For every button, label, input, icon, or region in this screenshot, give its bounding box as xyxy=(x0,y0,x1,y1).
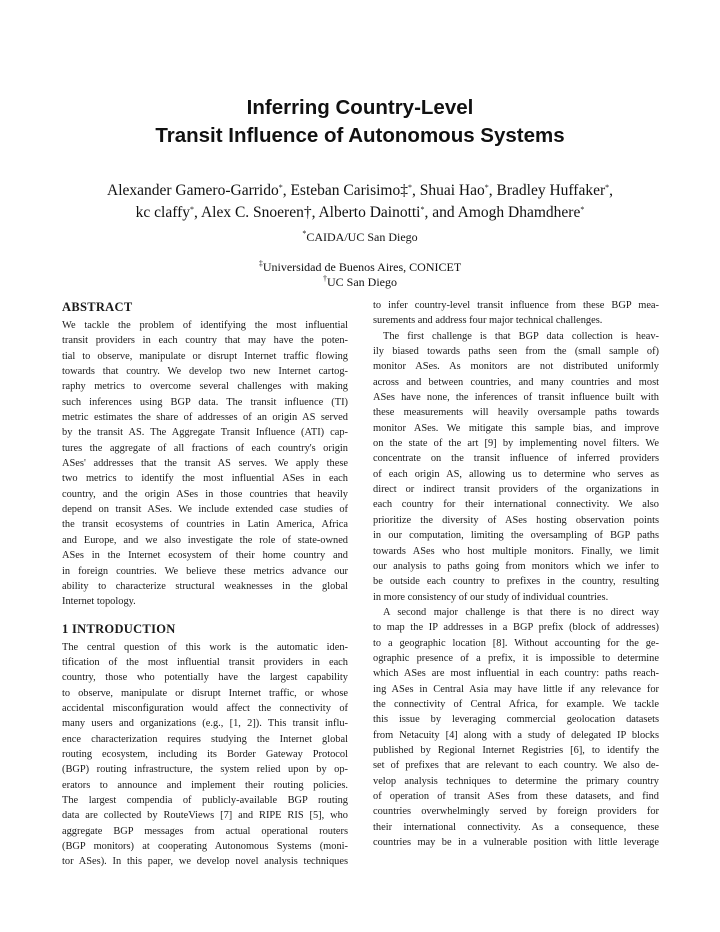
affiliation-mark: ‡ xyxy=(258,259,263,268)
author-name: , Shuai Hao xyxy=(412,182,485,199)
text-line: on the state of the art [9] by implementing novel filters. We xyxy=(373,438,659,450)
affiliation-mark: * xyxy=(302,229,307,238)
paper-title xyxy=(60,94,660,150)
left-column xyxy=(62,298,348,870)
text-line: tification of the most influential transit providers in each xyxy=(62,656,348,668)
text-line: in foreign countries. We believe these metrics advance our xyxy=(62,565,348,577)
text-line: (BGP) routing infrastructure, the system relied upon by op- xyxy=(62,764,348,776)
title-line-1: Inferring Country-Level xyxy=(246,96,474,119)
author-name: kc claffy xyxy=(135,204,191,221)
text-line: erators to announce and implement their routing policies. xyxy=(62,779,348,791)
text-line: routing ecosystem, including its Border Gateway Protocol xyxy=(62,748,348,760)
text-line: towards that country. We develop two new Internet cartog- xyxy=(62,366,348,378)
text-line: our analysis to paths going from monitors which we infer to xyxy=(373,560,659,572)
affiliation-mark: * xyxy=(484,183,489,192)
text-line: be outside each country to prefixes in the country, resulting xyxy=(373,576,659,588)
text-line: metric estimates the share of addresses of an origin AS served xyxy=(62,412,348,424)
right-paragraph-1 xyxy=(373,298,659,329)
text-line: ographic presence of a prefix, it is impossible to determine xyxy=(373,652,659,664)
text-line: The largest compendia of publicly-available BGP routing xyxy=(62,794,348,806)
text-line: their international connectivity. As a consequence, these xyxy=(373,821,659,833)
introduction-body xyxy=(62,640,348,870)
text-line: prioritize the diversity of ASes hosting observation points xyxy=(373,514,659,526)
right-paragraph-2 xyxy=(373,329,659,605)
text-line: the connectivity of Central Africa, for example. We tackle xyxy=(373,698,659,710)
text-line: set of prefixes that are relevant to each country. We also de- xyxy=(373,760,659,772)
text-line: across and between countries, and many countries and most xyxy=(373,376,659,388)
affiliation-mark: † xyxy=(323,274,327,283)
text-line: of operation of transit ASes from these datasets, and find xyxy=(373,791,659,802)
abstract-body xyxy=(62,318,348,610)
affiliation-uba-ucsd xyxy=(60,260,660,290)
text-line: of each origin AS, allowing us to determine who serves as xyxy=(373,468,659,480)
text-line: each country for their international connectivity. We also xyxy=(373,499,659,511)
text-line: direct or indirect transit providers of the organizations in xyxy=(373,484,659,496)
text-line: two metrics to identify the most influential ASes in each xyxy=(62,473,348,485)
text-line: monitor ASes. We mitigate this sample bias, and improve xyxy=(373,422,659,434)
text-line: countries overwhelmingly served by foreign providers for xyxy=(373,806,659,818)
text-line: ASes' addresses that the transit AS serves. We apply these xyxy=(62,458,348,470)
text-line: The central question of this work is the automatic iden- xyxy=(62,641,348,653)
text-line: many users and organizations (e.g., [1, 2]). This transit influ- xyxy=(62,718,348,730)
text-line: depend on transit ASes. We include extended case studies of xyxy=(62,504,348,516)
text-line: ily biased towards paths seen from the (small sample of) xyxy=(373,346,659,358)
author-line-2 xyxy=(40,202,680,224)
text-line: The first challenge is that BGP data collection is heav- xyxy=(383,330,659,342)
affiliation-mark: * xyxy=(580,205,585,214)
text-line: ence characterization requires studying the Internet global xyxy=(62,733,348,745)
text-line: ASes in the Internet ecosystem of their home country and xyxy=(62,550,348,562)
author-list xyxy=(40,180,680,224)
title-line-2: Transit Influence of Autonomous Systems xyxy=(155,124,565,147)
text-line: the transit ecosystems of countries in Latin America, Africa xyxy=(62,519,348,531)
text-line: concentrate on the transit influence of inferred providers xyxy=(373,453,659,465)
text-line: these measurements will heavily oversample paths towards xyxy=(373,407,659,419)
text-line: towards ASes who host multiple monitors. Finally, we limit xyxy=(373,545,659,557)
affiliation-name: CAIDA/UC San Diego xyxy=(306,230,418,244)
text-line: transit providers in each country that may have the poten- xyxy=(62,335,348,347)
author-separator: , xyxy=(609,182,613,199)
text-line: aggregate BGP messages from actual operational routers xyxy=(62,825,348,837)
text-line: raphy metrics to overcome several challenges with making xyxy=(62,381,348,393)
author-name: , Esteban Carisimo‡ xyxy=(282,182,408,199)
text-line: in our computation, limiting the oversampling of BGP paths xyxy=(373,530,659,542)
text-line: ing ASes in Central Asia may have little if any relevance for xyxy=(373,683,659,695)
text-line: data are collected by RouteViews [7] and RIPE RIS [5], who xyxy=(62,810,348,822)
text-line: velop analysis techniques to determine the primary country xyxy=(373,775,659,787)
text-line: to infer country-level transit influence from these BGP mea- xyxy=(373,300,659,311)
text-line: tures the aggregate of all fractions of each country's origin xyxy=(62,442,348,454)
right-column xyxy=(373,298,659,850)
author-name: , and Amogh Dhamdhere xyxy=(424,204,581,221)
text-line: We tackle the problem of identifying the most influential xyxy=(62,320,348,331)
text-line: tor ASes). In this paper, we develop novel analysis techniques xyxy=(62,856,348,868)
text-line: which ASes are most influential in each country: paths reach- xyxy=(373,668,659,680)
text-line: and Europe, and we also investigate the role of state-owned xyxy=(62,534,348,546)
affiliation-name: UC San Diego xyxy=(327,275,397,289)
text-line: to a geographic location [8]. Without accounting for the ge- xyxy=(373,637,659,649)
text-line: country, and the origin ASes in those countries that heavily xyxy=(62,488,348,500)
text-line: to map the IP addresses in a BGP prefix (block of addresses) xyxy=(373,622,659,634)
text-line: Internet topology. xyxy=(62,596,136,608)
abstract-heading: ABSTRACT xyxy=(62,300,133,314)
author-name: Alexander Gamero-Garrido xyxy=(107,182,279,199)
text-line: accidental misconfiguration would affect the connectivity of xyxy=(62,702,348,714)
author-name: , Bradley Huffaker xyxy=(488,182,606,199)
text-line: surements and address four major technical challenges. xyxy=(373,315,603,327)
affiliation-mark: * xyxy=(408,183,412,192)
introduction-heading: 1 INTRODUCTION xyxy=(62,621,176,636)
affiliation-mark: * xyxy=(420,205,425,214)
text-line: country, those who potentially have the largest capability xyxy=(62,672,348,684)
author-name: , Alex C. Snoeren†, Alberto Dainotti xyxy=(194,204,421,221)
text-line: A second major challenge is that there is no direct way xyxy=(383,606,659,618)
text-line: ability to characterize structural weaknesses in the global xyxy=(62,580,348,592)
text-line: from Netacuity [4] along with a study of delegated IP blocks xyxy=(373,729,659,741)
text-line: published by Regional Internet Registries [6], to identify the xyxy=(373,744,659,756)
affiliation-mark: * xyxy=(605,183,610,192)
right-paragraph-3 xyxy=(373,605,659,851)
affiliation-name: Universidad de Buenos Aires, CONICET xyxy=(262,260,462,274)
text-line: countries may be in a vulnerable position with little leverage xyxy=(373,837,659,849)
text-line: tial to observe, manipulate or disrupt Internet traffic flowing xyxy=(62,350,348,362)
author-line-1 xyxy=(40,180,680,202)
affiliation-caida xyxy=(60,230,660,245)
text-line: by the transit AS. The Aggregate Transit Influence (ATI) cap- xyxy=(62,427,348,439)
text-line: in more consistency of our study of individual countries. xyxy=(373,591,609,603)
text-line: this issue by leveraging commercial geolocation datasets xyxy=(373,714,659,726)
text-line: monitor ASes. As monitors are not distributed uniformly xyxy=(373,361,659,373)
text-line: (BGP monitors) at cooperating Autonomous Systems (moni- xyxy=(62,841,348,852)
text-line: ASes have none, the inferences of transit influence built with xyxy=(373,392,659,404)
affiliation-mark: * xyxy=(190,205,195,214)
affiliation-mark: * xyxy=(278,183,283,192)
text-line: to observe, manipulate or disrupt Internet traffic, or whose xyxy=(62,687,348,699)
text-line: such inferences using BGP data. The transit influence (TI) xyxy=(62,396,348,408)
